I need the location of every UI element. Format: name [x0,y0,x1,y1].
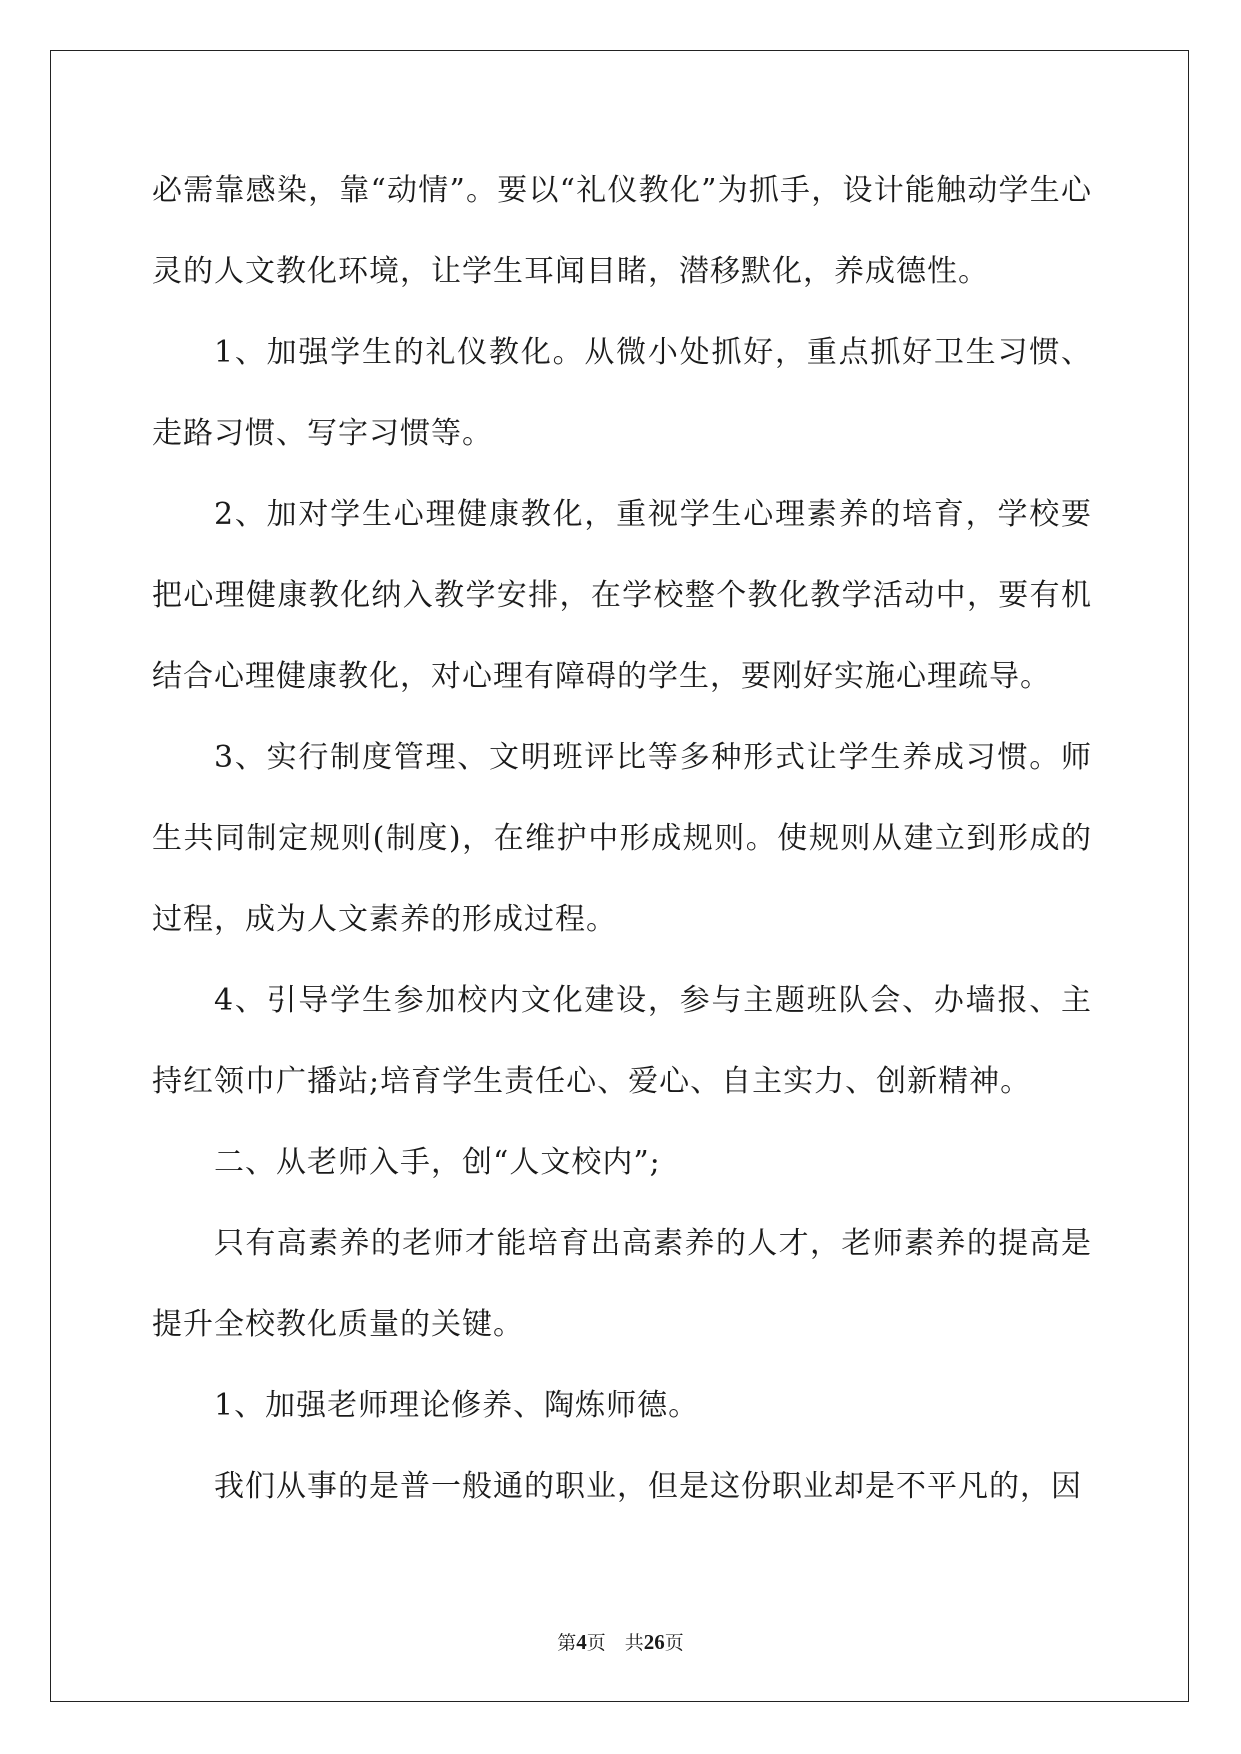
section-heading: 二、从老师入手，创“人文校内”; [214,1145,661,1180]
paragraph: 我们从事的是普一般通的职业，但是这份职业却是不平凡的，因 [214,1469,1082,1504]
document-body [152,150,1092,1527]
paragraph: 只有高素养的老师才能培育出高素养的人才，老师素养的提高是提升全校教化质量的关键。 [152,1226,1092,1342]
footer-middle: 页 共 [586,1632,644,1654]
paragraph: 2、加对学生心理健康教化，重视学生心理素养的培育，学校要把心理健康教化纳入教学安排，在学校整个教化教学活动中，要有机结合心理健康教化，对心理有障碍的学生，要刚好实施心理疏导。 [152,497,1092,694]
paragraph: 必需靠感染，靠“动情”。要以“礼仪教化”为抓手，设计能触动学生心灵的人文教化环境，让学生耳闻目睹，潜移默化，养成德性。 [152,173,1092,289]
current-page-number: 4 [576,1630,587,1654]
paragraph: 1、加强学生的礼仪教化。从微小处抓好，重点抓好卫生习惯、走路习惯、写字习惯等。 [152,335,1092,451]
page-footer [0,1628,1241,1655]
paragraph: 4、引导学生参加校内文化建设，参与主题班队会、办墙报、主持红领巾广播站;培育学生责任心、爱心、自主实力、创新精神。 [152,983,1092,1099]
total-page-count: 26 [643,1630,665,1654]
paragraph: 1、加强老师理论修养、陶炼师德。 [214,1388,700,1423]
footer-prefix: 第 [557,1632,577,1654]
paragraph: 3、实行制度管理、文明班评比等多种形式让学生养成习惯。师生共同制定规则(制度)，在维护中形成规则。使规则从建立到形成的过程，成为人文素养的形成过程。 [152,740,1092,937]
footer-suffix: 页 [664,1632,684,1654]
